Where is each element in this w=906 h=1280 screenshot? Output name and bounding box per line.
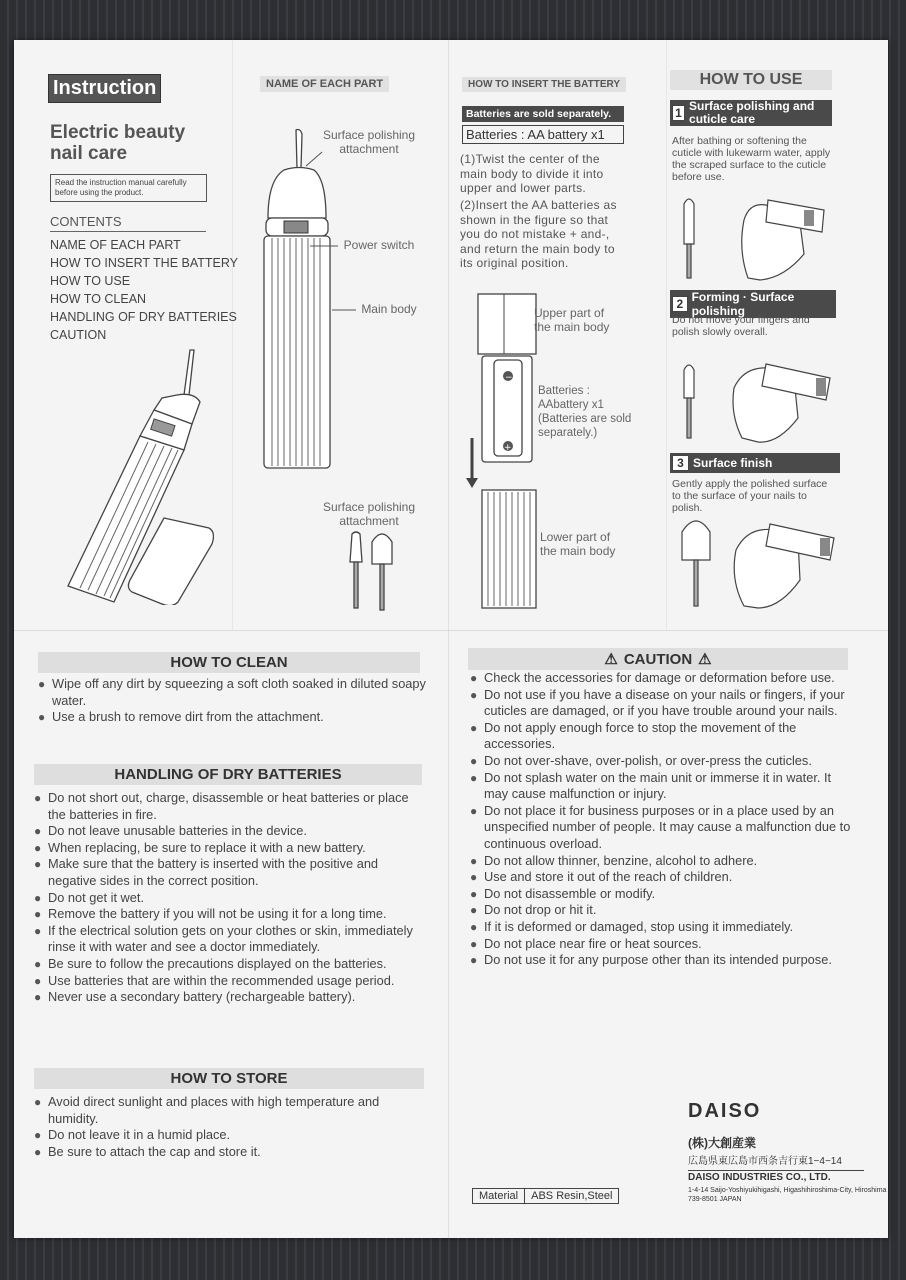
leader-line [310,244,338,248]
dry-batteries-heading: HANDLING OF DRY BATTERIES [34,764,422,785]
list-item: ● Be sure to follow the precautions displayed on the batteries. [38,956,426,973]
step-1-desc: After bathing or softening the cuticle with lukewarm water, apply the scraped surface to the cuticle before use. [672,135,831,183]
step-title: Forming · Surface polishing [691,290,795,318]
svg-text:−: − [505,373,513,383]
list-item: ● Do not disassemble or modify. [474,886,858,903]
battery-insertion-diagram [464,290,544,612]
list-item: ● Use batteries that are within the recommended usage period. [38,973,426,990]
lower-part-label: Lower part of the main body [540,530,616,558]
attachment-tips-illustration [344,528,404,618]
battery-step-1: (1)Twist the center of the main body to divide it into upper and lower parts. [460,152,604,195]
contents-item: CAUTION [50,328,107,342]
step-number: 3 [672,455,689,471]
parts-heading: NAME OF EACH PART [260,76,389,92]
list-item: ● Make sure that the battery is inserted with the positive and negative sides in the correct position. [38,856,426,889]
dry-batteries-list [38,790,426,1006]
power-switch-label: Power switch [343,238,415,252]
material-label: Material [479,1190,519,1202]
list-item: ● Avoid direct sunlight and places with high temperature and humidity. [38,1094,430,1127]
store-list [38,1094,430,1160]
fold-line [14,630,888,631]
contents-item: HANDLING OF DRY BATTERIES [50,310,237,324]
list-item: ● When replacing, be sure to replace it with a new battery. [38,840,426,857]
daiso-logo: DAISO [688,1100,762,1122]
contents-item: HOW TO INSERT THE BATTERY [50,256,239,270]
how-to-store-heading: HOW TO STORE [34,1068,424,1089]
step-1-banner [670,100,832,126]
read-manual-note: Read the instruction manual carefully before using the product. [50,174,207,202]
warning-icon: ⚠ [698,651,712,668]
step-title: Surface polishing and cuticle care [689,99,815,126]
list-item: ● Wipe off any dirt by squeezing a soft cloth soaked in diluted soapy water. [42,676,426,709]
step-2-desc: Do not move your fingers and polish slowly overall. [672,314,810,338]
step-title: Surface finish [693,456,773,470]
caution-heading-bar [468,648,848,670]
battery-type-box: Batteries : AA battery x1 [462,125,624,144]
leader-line [304,150,324,170]
list-item: ● Never use a secondary battery (rechargeable battery). [38,989,426,1006]
list-item: ● Do not leave unusable batteries in the device. [38,823,426,840]
parts-diagram [254,120,344,470]
battery-step-2: (2)Insert the AA batteries as shown in the figure so that you do not mistake + and-, and return the main body to its original position. [460,198,617,270]
list-item: ● Use a brush to remove dirt from the attachment. [42,709,426,726]
fold-line [448,40,449,1238]
list-item: ● Be sure to attach the cap and store it. [38,1144,430,1161]
batteries-note-label: Batteries : AAbattery x1 (Batteries are sold separately.) [538,385,632,439]
list-item: ● Do not use it for any purpose other than its intended purpose. [474,952,858,969]
list-item: ● Do not drop or hit it. [474,902,858,919]
step-2-illustration [674,338,838,446]
step-number: 1 [672,105,685,121]
step-1-illustration [674,180,838,284]
step-3-banner [670,453,840,473]
step-3-desc: Gently apply the polished surface to the surface of your nails to polish. [672,478,828,514]
sold-separately-banner: Batteries are sold separately. [462,106,624,122]
list-item: ● Do not apply enough force to stop the movement of the accessories. [474,720,858,753]
list-item: ● Do not use if you have a disease on your nails or fingers, if your cuticles are damaged, or if you have trouble around your nails. [474,687,858,720]
step-number: 2 [672,296,688,312]
material-box [472,1188,619,1204]
battery-heading: HOW TO INSERT THE BATTERY [462,77,626,92]
list-item: ● Do not over-shave, over-polish, or over-press the cuticles. [474,753,858,770]
step-3-illustration [674,510,838,614]
list-item: ● Remove the battery if you will not be using it for a long time. [38,906,426,923]
contents-item: HOW TO USE [50,274,131,288]
company-name-jp: (株)大創産業 [688,1136,756,1150]
contents-item: NAME OF EACH PART [50,238,181,252]
how-to-clean-heading: HOW TO CLEAN [38,652,420,673]
list-item: ● Do not leave it in a humid place. [38,1127,430,1144]
list-item: ● Do not get it wet. [38,890,426,907]
fold-line [666,40,667,630]
address-en: 1-4-14 Saijo-Yoshiyukihigashi, Higashihiroshima-City, Hiroshima 739-8501 JAPAN [688,1187,887,1203]
list-item: ● Do not splash water on the main unit or immerse it in water. It may cause malfunction or injury. [474,770,858,803]
company-name-en: DAISO INDUSTRIES CO., LTD. [688,1172,831,1183]
contents-list [50,236,238,344]
contents-item: HOW TO CLEAN [50,292,147,306]
address-jp: 広島県東広島市西条吉行東1−4−14 [688,1152,864,1171]
caution-heading: CAUTION [623,650,693,668]
list-item: ● If it is deformed or damaged, stop using it immediately. [474,919,858,936]
upper-part-label: Upper part of the main body [534,306,610,334]
attachment-label: Surface polishing attachment [322,500,416,528]
how-to-use-heading: HOW TO USE [670,70,832,90]
warning-icon: ⚠ [604,651,618,668]
leader-line [332,308,356,312]
instruction-badge: Instruction [48,74,161,103]
instruction-sheet [14,40,888,1238]
svg-text:+: + [504,443,512,453]
list-item: ● Do not allow thinner, benzine, alcohol to adhere. [474,853,858,870]
list-item: ● Do not place near fire or heat sources. [474,936,858,953]
nail-device-illustration [44,340,214,605]
list-item: ● Check the accessories for damage or deformation before use. [474,670,858,687]
material-value: ABS Resin,Steel [524,1189,618,1203]
main-body-label: Main body [361,302,417,316]
contents-heading: CONTENTS [50,214,206,232]
list-item: ● If the electrical solution gets on your clothes or skin, immediately rinse it with water and see a doctor immediately. [38,923,426,956]
product-title: Electric beauty nail care [50,122,186,164]
list-item: ● Do not short out, charge, disassemble or heat batteries or place the batteries in fire. [38,790,426,823]
attachment-label: Surface polishing attachment [322,128,416,156]
caution-list [474,670,858,969]
list-item: ● Do not place it for business purposes or in a place used by an unspecified number of people. It may cause a malfunction due to continuous overload. [474,803,858,853]
clean-list [42,676,426,726]
list-item: ● Use and store it out of the reach of children. [474,869,858,886]
